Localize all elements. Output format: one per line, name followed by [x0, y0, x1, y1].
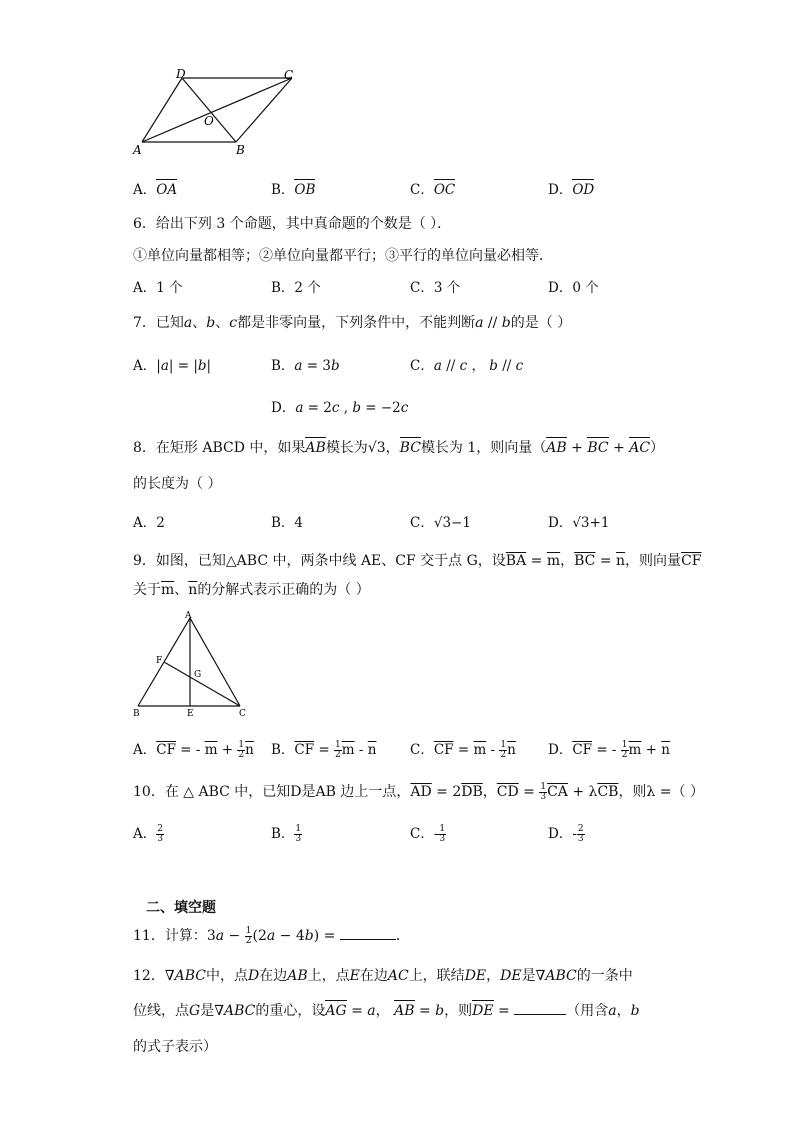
- q11-answer-blank[interactable]: [340, 927, 396, 940]
- q11-stem: 11．计算：3a − $\frac{1}{2}$ (2a − 4b) = ．: [133, 925, 410, 946]
- q5-option-b[interactable]: B．OB: [271, 182, 316, 198]
- triangle-figure: [130, 610, 254, 720]
- q9-stem-line2: 关于$\overline{m}$、$\overline{n}$的分解式表示正确的为（ ）: [133, 582, 370, 598]
- q6-option-d[interactable]: D．0 个: [548, 280, 599, 296]
- label-A: A: [133, 143, 142, 157]
- q10-option-a[interactable]: A． $\frac{2}{3}$: [133, 824, 163, 844]
- q8-option-c[interactable]: C．√3−1: [410, 515, 471, 531]
- q8-option-b[interactable]: B．4: [271, 515, 304, 531]
- tri-label-C: C: [239, 709, 246, 719]
- q12-stem: 12．∇ABC中，点D在边AB上，点E在边AC上，联结DE，DE是∇ABC的一条中: [133, 968, 633, 984]
- label-D: D: [176, 67, 186, 81]
- q10-option-b[interactable]: B． $\frac{1}{3}$: [271, 824, 302, 844]
- q5-option-a[interactable]: A．OA: [133, 182, 178, 198]
- q7-stem: 7．已知a、b、c都是非零向量，下列条件中，不能判断a // b的是（ ）: [133, 315, 572, 331]
- tri-label-A: A: [185, 611, 192, 621]
- q5-option-d[interactable]: D．OD: [548, 182, 595, 198]
- q5-option-c[interactable]: C．OC: [410, 182, 456, 198]
- tri-label-F: F: [156, 656, 163, 666]
- q7-option-d[interactable]: D．a = 2c , b = −2c: [271, 400, 409, 416]
- section-title: 二、填空题: [146, 900, 216, 916]
- q6-option-c[interactable]: C．3 个: [410, 280, 461, 296]
- q7-option-b[interactable]: B．a = 3b: [271, 358, 340, 374]
- q12-stem-line2: 位线，点G是∇ABC的重心，设AG = a， AB = b，则DE = （用含a，b: [133, 1003, 640, 1019]
- tri-label-G: G: [194, 670, 202, 680]
- q6-stem: 6．给出下列 3 个命题，其中真命题的个数是（ ）．: [133, 216, 452, 232]
- q9-stem: 9．如图，已知△ABC 中，两条中线 AE、CF 交于点 G，设$\overline{BA} = \overline{m}$，$\overline{BC} = \overline{n}$，则向量$\overline{CF}$: [133, 553, 702, 569]
- q7-option-a[interactable]: A．|a| = |b|: [133, 358, 212, 374]
- q9-option-d[interactable]: D．$\overline{CF}$ = - $\frac{1}{2}$ $\overline{m} + \overline{n}$: [548, 740, 670, 760]
- q10-option-c[interactable]: C．- $\frac{1}{3}$: [410, 824, 446, 844]
- q6-option-b[interactable]: B．2 个: [271, 280, 321, 296]
- q8-stem-line2: 的长度为（ ）: [133, 476, 222, 492]
- q8-option-a[interactable]: A．2: [133, 515, 165, 531]
- q7-option-c[interactable]: C．a // c ， b // c: [410, 358, 524, 374]
- q12-answer-blank[interactable]: [514, 1002, 566, 1015]
- q9-option-a[interactable]: A．$\overline{CF}$ = - $\overline{m}$ + $\frac{1}{2}$ $\overline{n}$: [133, 740, 254, 760]
- q6-statements: ①单位向量都相等；②单位向量都平行；③平行的单位向量必相等．: [133, 248, 553, 264]
- label-O: O: [204, 114, 214, 128]
- parallelogram-figure: [130, 66, 300, 162]
- q8-stem: 8．在矩形 ABCD 中，如果AB模长为√3，BC模长为 1，则向量（AB + BC + AC）: [133, 440, 665, 456]
- label-B: B: [236, 143, 245, 157]
- tri-label-B: B: [133, 709, 140, 719]
- tri-label-E: E: [187, 709, 194, 719]
- q10-option-d[interactable]: D．- $\frac{2}{3}$: [548, 824, 584, 844]
- q10-stem: 10．在 △ ABC 中，已知D是AB 边上一点，$\overline{AD} = 2\overline{DB}$，$\overline{CD}$ = $\frac{1}{3}$ $\overline{CA} + \lambda\overline{CB}$，则λ =（ ）: [133, 781, 704, 802]
- q8-option-d[interactable]: D．√3+1: [548, 515, 610, 531]
- q9-option-b[interactable]: B．$\overline{CF}$ = $\frac{1}{2}$ $\overline{m} - \overline{n}$: [271, 740, 377, 760]
- q12-stem-line3: 的式子表示）: [133, 1039, 217, 1055]
- q9-option-c[interactable]: C．$\overline{CF} = \overline{m}$ - $\frac{1}{2}$ $\overline{n}$: [410, 740, 516, 760]
- label-C: C: [284, 68, 294, 82]
- q6-option-a[interactable]: A．1 个: [133, 280, 183, 296]
